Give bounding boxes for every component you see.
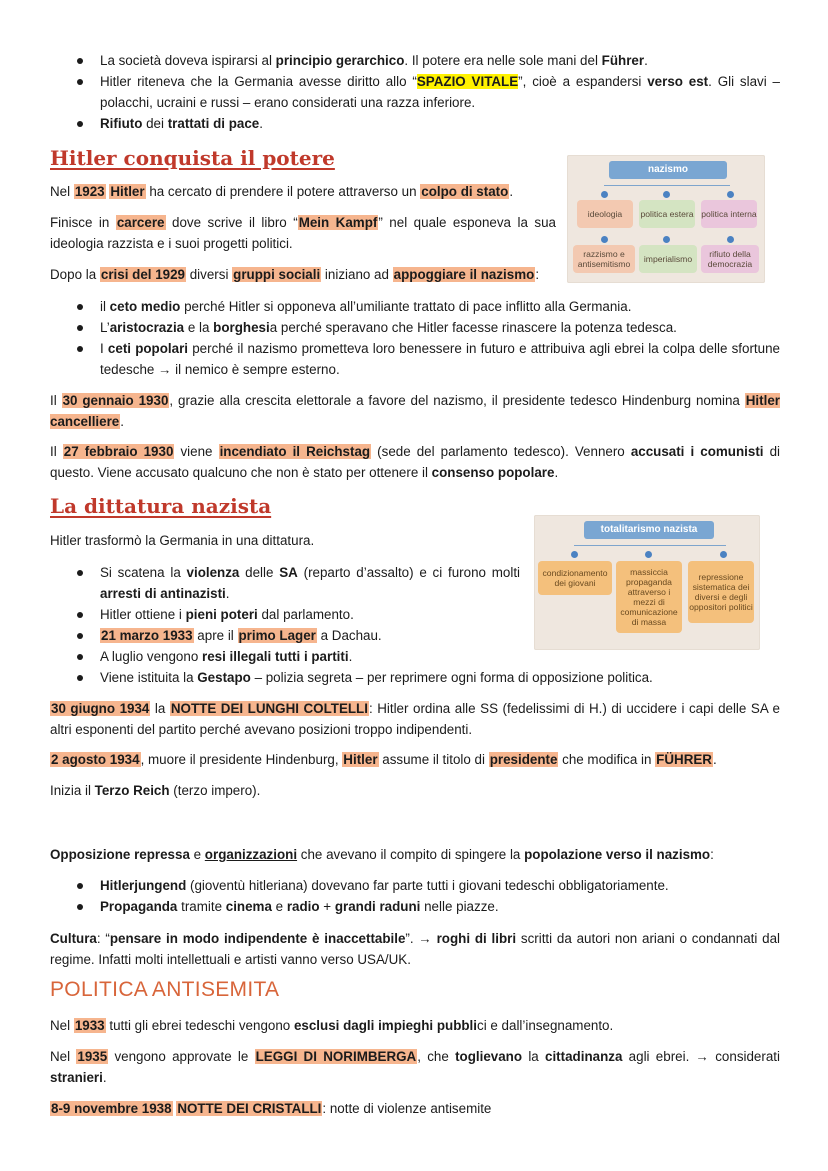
- diagram-box: politica interna: [701, 200, 757, 228]
- diagram-connector: [604, 185, 730, 186]
- list-item: Hitler riteneva che la Germania avesse diritto allo “SPAZIO VITALE”, cioè a espandersi verso est. Gli slavi – polacchi, ucraini e russi – erano considerati una razza inferiore.: [50, 71, 780, 113]
- totalitarismo-diagram: [534, 515, 760, 650]
- section-title-dittatura: La dittatura nazista: [50, 494, 272, 518]
- list-item: L’aristocrazia e la borghesia perché speravano che Hitler facesse rinascere la potenza tedesca.: [50, 317, 780, 338]
- list-item: A luglio vengono resi illegali tutti i partiti.: [50, 646, 520, 667]
- paragraph: Hitler trasformò la Germania in una dittatura.: [50, 533, 315, 548]
- paragraph: Dopo la crisi del 1929 diversi gruppi sociali iniziano ad appoggiare il nazismo:: [50, 267, 540, 282]
- diagram-box: ideologia: [577, 200, 633, 228]
- section-title-hitler-conquista: Hitler conquista il potere: [50, 146, 335, 170]
- paragraph: Opposizione repressa e organizzazioni che avevano il compito di spingere la popolazione verso il nazismo:: [50, 847, 714, 862]
- list-item: Si scatena la violenza delle SA (reparto d’assalto) e ci furono molti arresti di antinazisti.: [50, 562, 520, 604]
- diagram-node-dot: [663, 236, 670, 243]
- paragraph: 30 giugno 1934 la NOTTE DEI LUNGHI COLTELLI: Hitler ordina alle SS (fedelissimi di H.) di uccidere i capi delle SA e altri esponenti del partito perché avevano posizioni troppo indipendenti.: [50, 701, 780, 737]
- paragraph: Inizia il Terzo Reich (terzo impero).: [50, 783, 261, 798]
- support-list: [50, 296, 780, 380]
- paragraph: Nel 1935 vengono approvate le LEGGI DI NORIMBERGA, che toglievano la cittadinanza agli ebrei. → considerati stranieri.: [50, 1049, 780, 1085]
- paragraph: Il 27 febbraio 1930 viene incendiato il Reichstag (sede del parlamento tedesco). Vennero accusati i comunisti di questo. Viene accusato qualcuno che non è stato per ottenere il consenso popolare.: [50, 444, 780, 480]
- diagram-node-dot: [601, 191, 608, 198]
- list-item: Hitlerjungend (gioventù hitleriana) dovevano far parte tutti i giovani tedeschi obbligatoriamente.: [50, 875, 780, 896]
- diagram-node-dot: [663, 191, 670, 198]
- diagram-title: nazismo: [609, 161, 727, 179]
- diagram-node-dot: [727, 236, 734, 243]
- diagram-connector: [574, 545, 726, 546]
- list-item: Hitler ottiene i pieni poteri dal parlamento.: [50, 604, 520, 625]
- paragraph: Nel 1923 Hitler ha cercato di prendere il potere attraverso un colpo di stato.: [50, 184, 514, 199]
- diagram-node-dot: [720, 551, 727, 558]
- list-item: 21 marzo 1933 apre il primo Lager a Dachau.: [50, 625, 520, 646]
- nazismo-diagram: [567, 155, 765, 283]
- list-item: il ceto medio perché Hitler si opponeva all’umiliante trattato di pace inflitto alla Germania.: [50, 296, 780, 317]
- list-item: Propaganda tramite cinema e radio + grandi raduni nelle piazze.: [50, 896, 780, 917]
- paragraph: Il 30 gennaio 1930, grazie alla crescita elettorale a favore del nazismo, il presidente tedesco Hindenburg nomina Hitler cancelliere.: [50, 393, 780, 429]
- paragraph: Finisce in carcere dove scrive il libro “Mein Kampf” nel quale esponeva la sua ideologia razzista e i suoi progetti politici.: [50, 215, 557, 251]
- list-item: I ceti popolari perché il nazismo prometteva loro benessere in futuro e attribuiva agli ebrei la colpa delle sfortune tedesche → il nemico è sempre esterno.: [50, 338, 780, 380]
- diagram-box: politica estera: [639, 200, 695, 228]
- propaganda-list: [50, 875, 780, 917]
- paragraph: 8-9 novembre 1938 NOTTE DEI CRISTALLI: notte di violenze antisemite: [51, 1101, 492, 1116]
- diagram-box: condizionamento dei giovani: [538, 561, 612, 595]
- list-item: Rifiuto dei trattati di pace.: [50, 113, 780, 134]
- diagram-node-dot: [601, 236, 608, 243]
- diagram-box: razzismo e antisemitismo: [573, 245, 635, 273]
- diagram-node-dot: [571, 551, 578, 558]
- diagram-node-dot: [727, 191, 734, 198]
- paragraph: Nel 1933 tutti gli ebrei tedeschi vengono esclusi dagli impieghi pubblici e dall’insegnamento.: [50, 1018, 614, 1033]
- diagram-box: repressione sistematica dei diversi e degli oppositori politici: [688, 561, 754, 623]
- paragraph: Cultura: “pensare in modo indipendente è inaccettabile”. → roghi di libri scritti da autori non ariani o condannati dal regime. Infatti molti intellettuali e artisti vanno verso USA/UK.: [50, 931, 780, 967]
- list-item: Viene istituita la Gestapo – polizia segreta – per reprimere ogni forma di opposizione politica.: [50, 667, 780, 688]
- diagram-box: massiccia propaganda attraverso i mezzi di comunicazione di massa: [616, 561, 682, 633]
- diagram-title: totalitarismo nazista: [584, 521, 714, 539]
- list-item: La società doveva ispirarsi al principio gerarchico. Il potere era nelle sole mani del Führer.: [50, 50, 780, 71]
- intro-list: [50, 50, 780, 134]
- section-title-politica-antisemita: POLITICA ANTISEMITA: [50, 978, 280, 1001]
- diagram-box: rifiuto della democrazia: [701, 245, 759, 273]
- paragraph: 2 agosto 1934, muore il presidente Hindenburg, Hitler assume il titolo di presidente che modifica in FÜHRER.: [51, 752, 717, 767]
- diagram-box: imperialismo: [639, 245, 697, 273]
- diagram-node-dot: [645, 551, 652, 558]
